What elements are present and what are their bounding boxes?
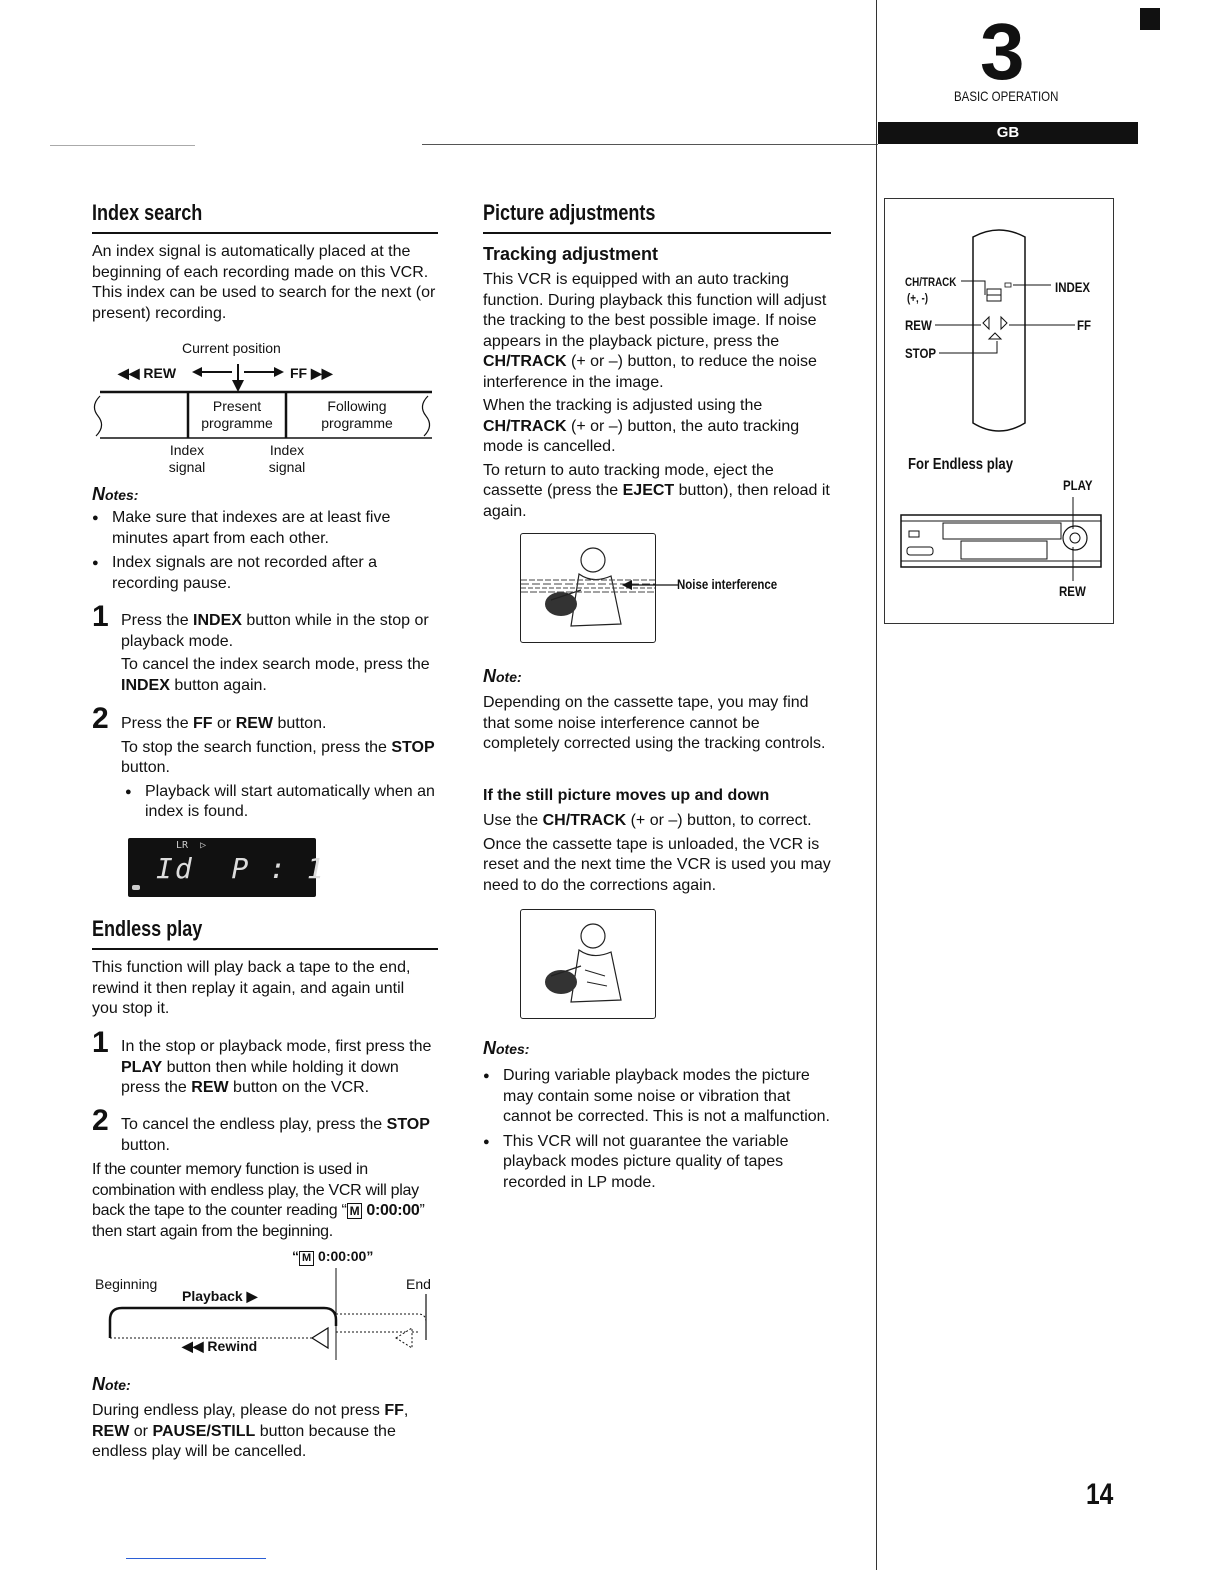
rew-vcr-label: REW: [1059, 583, 1086, 599]
rew-button-label: REW: [905, 317, 932, 333]
remote-leader-lines: [885, 199, 1113, 379]
noise-pointer-arrow: [622, 578, 678, 592]
lcd-tape-icon: [132, 885, 140, 890]
picture-adjustments-title: Picture adjustments: [483, 200, 656, 225]
tracking-note-text: Depending on the cassette tape, you may find that some noise interference cannot be completely corrected using the tracking controls.: [483, 694, 826, 752]
index-step-2-bullet: ● Playback will start automatically when an index is found.: [125, 782, 439, 823]
variable-notes-heading: Notes:: [483, 1038, 530, 1058]
tracking-text: This VCR is equipped with an auto tracking function. During playback this function will adjust the tracking to the best possible image. If noise appears in the playback picture, press the CH/TRACK (+ or –) button, to reduce the noise interference in the image. When the tracking is adjusted using the CH/TRACK (+ or –) button, the auto tracking mode is cancelled. To return to auto tracking mode, eject the cassette (press the EJECT button), then reload it again.: [483, 271, 830, 520]
index-diagram: [92, 338, 438, 478]
memory-m-icon-diagram: M: [299, 1251, 314, 1266]
index-signal-2-label: Index signal: [268, 442, 306, 475]
variable-note-1: ● During variable playback modes the picture may contain some noise or vibration that cannot be corrected. This is not a malfunction.: [483, 1066, 831, 1128]
lcd-readout: Id P : 1: [156, 852, 326, 885]
index-note-1: ● Make sure that indexes are at least five minutes apart from each other.: [92, 508, 438, 549]
index-notes-heading: Notes:: [92, 484, 139, 504]
following-programme-label: Following programme: [321, 398, 393, 431]
play-button-label: PLAY: [1063, 477, 1093, 493]
ff-direction-label: FF ▶▶: [290, 365, 333, 381]
rew-direction-label: ◀◀ REW: [118, 365, 177, 381]
endless-step-2-number: 2: [92, 1104, 109, 1137]
still-picture-text: Use the CH/TRACK (+ or –) button, to correct. Once the cassette tape is unloaded, the VCR is reset and the next time the VCR is used you may need to do the corrections again.: [483, 812, 831, 894]
lcd-indicators: LR ▷: [176, 840, 207, 851]
stop-button-label: STOP: [905, 345, 937, 361]
index-search-rule: [92, 232, 438, 234]
vcr-illustration: [899, 495, 1105, 585]
endless-note-heading: Note:: [92, 1374, 131, 1394]
lcd-display: [128, 838, 326, 897]
index-button-label: INDEX: [1055, 279, 1091, 295]
sidebar-divider: [876, 0, 877, 1570]
variable-note-2: ● This VCR will not guarantee the variable playback modes picture quality of tapes recorded in LP mode.: [483, 1132, 831, 1194]
endless-step-2: To cancel the endless play, press the STOP button.: [121, 1116, 430, 1154]
variable-notes-list: [483, 1066, 831, 1193]
endless-step-1-number: 1: [92, 1026, 109, 1059]
endless-play-title: Endless play: [92, 916, 203, 941]
header-rule: [422, 144, 878, 145]
end-label: End: [406, 1276, 431, 1292]
endless-play-intro: This function will play back a tape to the end, rewind it then replay it again, and again until you stop it.: [92, 959, 411, 1017]
index-step-2-number: 2: [92, 702, 109, 735]
language-tab: GB: [878, 122, 1138, 144]
index-search-intro: An index signal is automatically placed at the beginning of each recording made on this VCR. This index can be used to search for the next (or present) recording.: [92, 243, 436, 322]
index-step-1: Press the INDEX button while in the stop or playback mode. To cancel the index search mode, press the INDEX button again.: [121, 612, 430, 694]
beginning-label: Beginning: [95, 1276, 158, 1292]
playback-label: Playback ▶: [182, 1288, 258, 1304]
endless-note-text: During endless play, please do not press FF, REW or PAUSE/STILL button because the endless play will be cancelled.: [92, 1402, 409, 1460]
index-notes-list: [92, 508, 438, 594]
footballer-illustration-clean: [521, 910, 655, 1018]
tracking-title: Tracking adjustment: [483, 244, 659, 264]
index-search-title: Index search: [92, 200, 203, 225]
chapter-title: BASIC OPERATION: [954, 88, 1059, 104]
chapter-number: 3: [980, 7, 1025, 96]
endless-play-caption: For Endless play: [908, 456, 1013, 473]
footer-link-line: [126, 1558, 266, 1559]
header-rule-left: [50, 145, 195, 146]
current-position-label: Current position: [182, 340, 281, 356]
endless-diagram: [92, 1248, 438, 1363]
index-note-2: ● Index signals are not recorded after a recording pause.: [92, 553, 438, 594]
index-step-1-number: 1: [92, 600, 109, 633]
tracking-note-heading: Note:: [483, 666, 522, 686]
endless-step-1: In the stop or playback mode, first press the PLAY button then while holding it down press the REW button on the VCR.: [121, 1038, 432, 1096]
ff-button-label: FF: [1077, 317, 1092, 333]
still-picture-title: If the still picture moves up and down: [483, 787, 770, 804]
noise-interference-label: Noise interference: [677, 576, 778, 592]
memory-m-icon: M: [347, 1203, 363, 1219]
rewind-label: ◀◀ Rewind: [182, 1338, 258, 1354]
corner-tab-icon: [1140, 8, 1160, 30]
clean-picture: [520, 909, 656, 1019]
endless-loop-diagram: [92, 1248, 438, 1363]
counter-memory-text: If the counter memory function is used in combination with endless play, the VCR will play back the tape to the counter reading “ M 0:00:00” then start again from the beginning.: [92, 1161, 425, 1240]
index-step-2: Press the FF or REW button. To stop the search function, press the STOP button. ● Playback will start automatically when an index is found.: [121, 714, 439, 823]
present-programme-label: Present programme: [201, 398, 273, 431]
counter-reading-label: “ M 0:00:00”: [292, 1248, 374, 1264]
picture-adjustments-rule: [483, 232, 831, 234]
chtrack-sub-label: (+, -): [907, 291, 929, 305]
page-number: 14: [1086, 1478, 1114, 1511]
index-signal-1-label: Index signal: [168, 442, 206, 475]
sidebar-panel: [884, 198, 1114, 624]
endless-play-rule: [92, 948, 438, 950]
chtrack-label: CH/TRACK: [905, 275, 957, 289]
position-arrows: [192, 360, 292, 394]
